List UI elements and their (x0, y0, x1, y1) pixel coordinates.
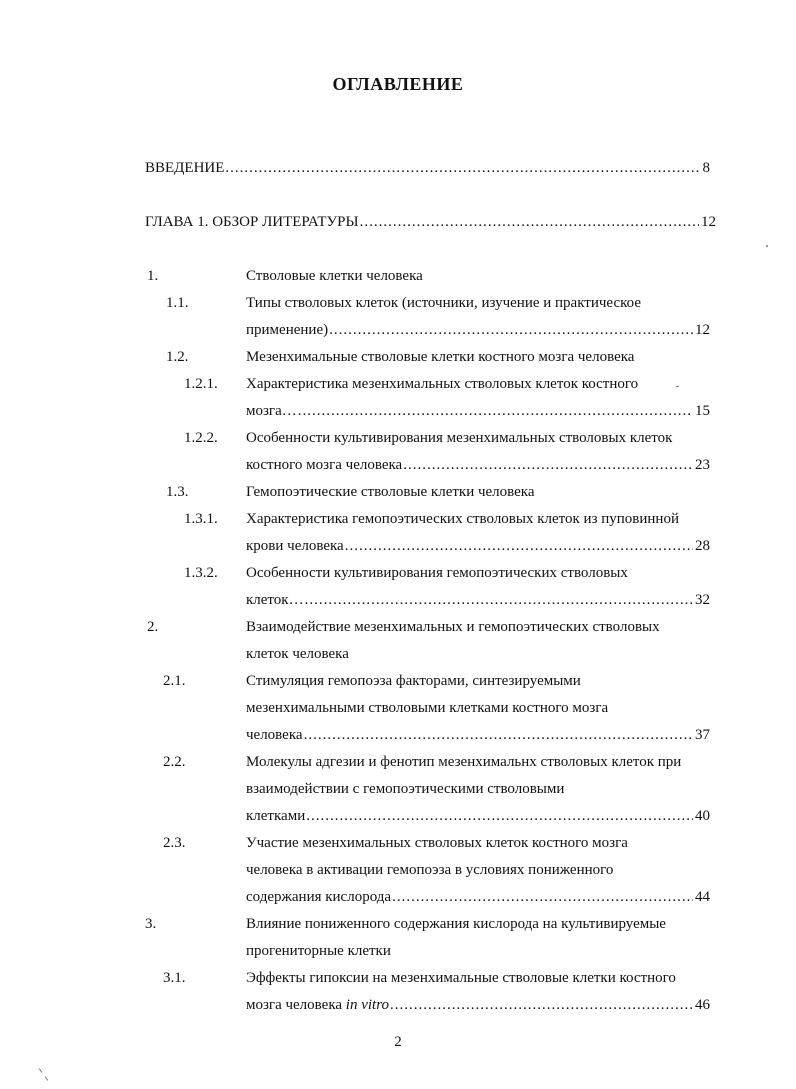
toc-entry-chapter1[interactable] (145, 213, 716, 231)
section-title[interactable]: Эффекты гипоксии на мезенхимальные стволовые клетки костного (246, 970, 676, 986)
toc-label: клетками (246, 808, 306, 824)
section-title[interactable]: Стволовые клетки человека (246, 268, 423, 284)
leader-dots (329, 321, 693, 339)
section-title[interactable]: Гемопоэтические стволовые клетки человека (246, 484, 535, 500)
leader-dots (403, 456, 693, 474)
page-number: 2 (394, 1034, 402, 1050)
toc-page: 37 (695, 727, 710, 743)
toc-page: 15 (695, 403, 710, 419)
section-title-cont: мезенхимальными стволовыми клетками костного мозга (246, 700, 609, 716)
scan-speck (766, 245, 768, 247)
toc-entry-intro[interactable] (145, 159, 710, 177)
toc-page: 12 (701, 214, 716, 230)
section-number: 1.2.1. (184, 376, 218, 392)
section-number: 1.3. (166, 484, 189, 500)
toc-entry-1-2-1[interactable] (246, 402, 710, 420)
section-title-cont: клеток человека (246, 646, 349, 662)
section-number: 3.1. (163, 970, 186, 986)
toc-entry-1-1[interactable] (246, 321, 710, 339)
toc-label: крови человека (246, 538, 344, 554)
section-number: 1.3.1. (184, 511, 218, 527)
section-number: 2. (147, 619, 159, 635)
section-title[interactable]: Влияние пониженного содержания кислорода на культивируемые (246, 916, 666, 932)
toc-label: ВВЕДЕНИЕ (145, 160, 225, 176)
toc-label: ГЛАВА 1. ОБЗОР ЛИТЕРАТУРЫ (145, 214, 359, 230)
toc-label-prefix: мозга человека (246, 997, 346, 1013)
section-number: 1.1. (166, 295, 189, 311)
leader-dots (360, 213, 699, 231)
section-title-cont: прогениторные клетки (246, 943, 391, 959)
section-title[interactable]: Мезенхимальные стволовые клетки костного мозга человека (246, 349, 635, 365)
section-number: 1.3.2. (184, 565, 218, 581)
toc-label: клеток… (246, 592, 304, 608)
leader-dots (392, 888, 693, 906)
section-title[interactable]: Стимуляция гемопоэза факторами, синтезируемыми (246, 673, 581, 689)
scan-speck (45, 1076, 49, 1081)
toc-entry-3-1[interactable] (246, 996, 710, 1014)
toc-entry-1-3-1[interactable] (246, 537, 710, 555)
section-title[interactable]: Особенности культивирования мезенхимальных стволовых клеток (246, 430, 673, 446)
toc-entry-2-1[interactable] (246, 726, 710, 744)
scan-speck (676, 386, 679, 387)
toc-page: 44 (695, 889, 710, 905)
toc-label: применение) (246, 322, 329, 338)
section-number: 1.2. (166, 349, 189, 365)
section-title[interactable]: Характеристика мезенхимальных стволовых клеток костного (246, 376, 639, 392)
toc-label: человека (246, 727, 303, 743)
section-number: 2.2. (163, 754, 186, 770)
toc-entry-1-2-2[interactable] (246, 456, 710, 474)
section-number: 1. (147, 268, 159, 284)
toc-label: содержания кислорода (246, 889, 392, 905)
toc-page: 32 (695, 592, 710, 608)
toc-entry-2-3[interactable] (246, 888, 710, 906)
toc-page: 46 (695, 997, 710, 1013)
section-title[interactable]: Взаимодействие мезенхимальных и гемопоэтических стволовых (246, 619, 660, 635)
section-number: 3. (145, 916, 157, 932)
leader-dots (225, 159, 700, 177)
section-title[interactable]: Характеристика гемопоэтических стволовых клеток из пуповинной (246, 511, 679, 527)
toc-label: мозга… (246, 403, 297, 419)
section-title[interactable]: Молекулы адгезии и фенотип мезенхимальнх стволовых клеток при (246, 754, 682, 770)
section-title-cont: человека в активации гемопоэза в условиях пониженного (246, 862, 614, 878)
scan-speck (39, 1068, 43, 1073)
page-title: ОГЛАВЛЕНИЕ (332, 74, 464, 94)
toc-page: 12 (695, 322, 710, 338)
toc-label-italic: in vitro (345, 997, 389, 1013)
toc-page: 28 (695, 538, 710, 554)
section-title[interactable]: Типы стволовых клеток (источники, изучение и практическое (246, 295, 641, 311)
leader-dots (304, 726, 693, 744)
leader-dots (390, 996, 693, 1014)
section-title-cont: взаимодействии с гемопоэтическими стволовыми (246, 781, 565, 797)
section-number: 2.3. (163, 835, 186, 851)
section-title[interactable]: Участие мезенхимальных стволовых клеток костного мозга (246, 835, 628, 851)
toc-page: 8 (702, 160, 710, 176)
toc-page: 40 (695, 808, 710, 824)
toc-label: костного мозга человека (246, 457, 403, 473)
section-number: 2.1. (163, 673, 186, 689)
toc-entry-2-2[interactable] (246, 807, 710, 825)
toc-label (246, 996, 389, 1014)
leader-dots (305, 591, 693, 609)
leader-dots (345, 537, 693, 555)
toc-entry-1-3-2[interactable] (246, 591, 710, 609)
leader-dots (306, 807, 693, 825)
toc-page: 23 (695, 457, 710, 473)
leader-dots (298, 402, 693, 420)
section-number: 1.2.2. (184, 430, 218, 446)
section-title[interactable]: Особенности культивирования гемопоэтических стволовых (246, 565, 628, 581)
